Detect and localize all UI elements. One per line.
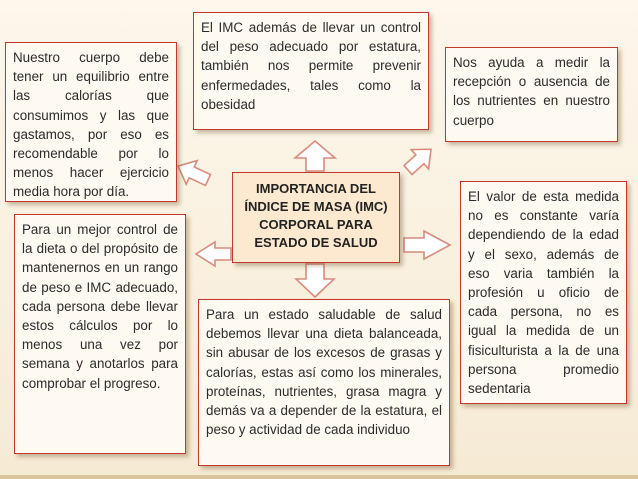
right-box-text: El valor de esta medida no es constante varía dependiendo de la edad y el sexo, además de eso varia también la profesión u oficio de cada persona, no es igual la medida de un fisiculturista a la de una persona promedio sedentaria bbox=[468, 189, 619, 397]
right-box bbox=[460, 181, 627, 404]
center-concept-text: IMPORTANCIA DEL ÍNDICE DE MASA (IMC) CORPORAL PARA ESTADO DE SALUD bbox=[244, 181, 388, 250]
left-box bbox=[14, 214, 186, 454]
top-left-box-text: Nuestro cuerpo debe tener un equilibrio entre las calorías que consumimos y las que gastamos, por eso es recomendable por lo menos hacer ejercicio media hora por día. bbox=[13, 50, 169, 200]
bottom-band bbox=[0, 475, 638, 479]
bottom-box bbox=[198, 299, 450, 466]
top-box-text: El IMC además de llevar un control del peso adecuado por estatura, también nos permite prevenir enfermedades, tales como la obesidad bbox=[201, 20, 421, 112]
arrow-down bbox=[296, 264, 334, 297]
top-box bbox=[193, 12, 429, 130]
top-left-box bbox=[5, 42, 177, 202]
arrow-up-left bbox=[173, 154, 214, 192]
top-right-box-text: Nos ayuda a medir la recepción o ausencia de los nutrientes en nuestro cuerpo bbox=[453, 55, 610, 128]
arrow-up-right bbox=[399, 140, 439, 180]
top-right-box bbox=[445, 47, 618, 142]
bottom-box-text: Para un estado saludable de salud debemos llevar una dieta balanceada, sin abusar de los excesos de grasas y calorías, estas así como los minerales, proteínas, nutrientes, grasa magra y demás va a depender de la estatura, el peso y actividad de cada individuo bbox=[206, 307, 442, 438]
arrow-right bbox=[404, 231, 450, 259]
center-concept-box bbox=[232, 172, 400, 263]
left-box-text: Para un mejor control de la dieta o del propósito de mantenernos en un rango de peso e IMC adecuado, cada persona debe llevar estos cálculos por lo menos una vez por semana y anotarlos para comprobar el progreso. bbox=[22, 222, 178, 391]
arrow-up bbox=[295, 141, 335, 171]
arrow-left bbox=[196, 242, 231, 266]
